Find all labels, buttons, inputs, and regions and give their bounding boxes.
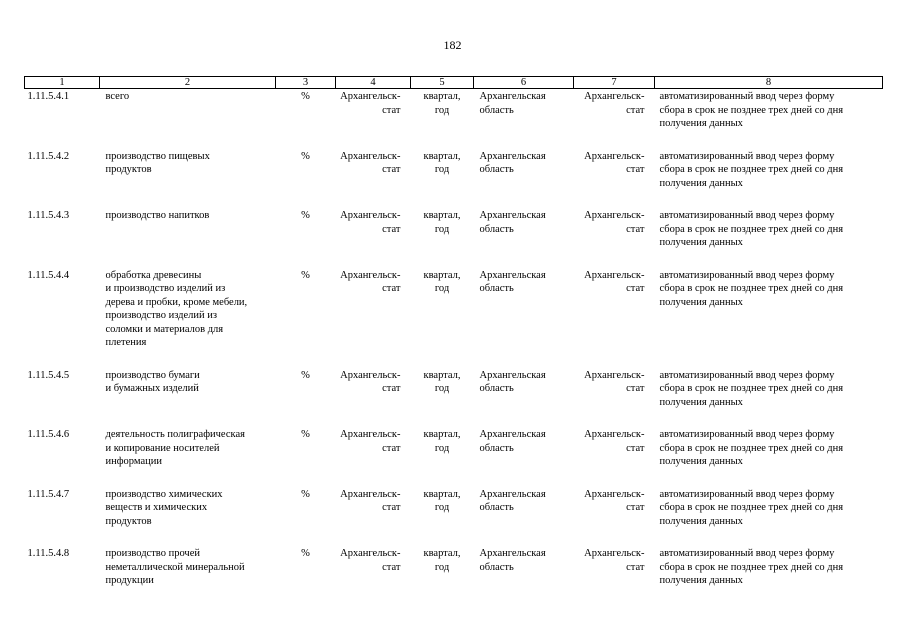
unit-cell: % bbox=[301, 429, 310, 440]
period-cell: квартал, год bbox=[423, 429, 461, 454]
indicator-code: 1.11.5.4.4 bbox=[27, 269, 70, 281]
unit-cell: % bbox=[301, 369, 310, 381]
indicator-code: 1.11.5.4.2 bbox=[27, 150, 70, 162]
table-row bbox=[25, 269, 883, 369]
territory-cell: Архангельская область bbox=[479, 91, 546, 116]
table-row bbox=[25, 488, 883, 548]
indicator-name: производство пищевых продуктов bbox=[105, 150, 210, 175]
column-header: 3 bbox=[276, 77, 336, 89]
column-header: 4 bbox=[336, 77, 411, 89]
responsible-cell: Архангельск- стат bbox=[584, 210, 645, 235]
table-row bbox=[25, 428, 883, 488]
indicator-name: производство прочей неметаллической минеральной продукции bbox=[105, 548, 245, 586]
table-row bbox=[25, 547, 883, 607]
unit-cell: % bbox=[301, 269, 310, 281]
period-cell: квартал, год bbox=[423, 269, 461, 294]
unit-cell: % bbox=[301, 150, 310, 162]
unit-cell: % bbox=[301, 548, 310, 559]
method-cell: автоматизированный ввод через форму сбора в срок не позднее трех дней со дня получения данных bbox=[659, 91, 844, 129]
page-number: 182 bbox=[443, 38, 462, 52]
unit-cell: % bbox=[301, 210, 310, 221]
territory-cell: Архангельская область bbox=[479, 488, 546, 513]
period-cell: квартал, год bbox=[423, 91, 461, 116]
indicator-code: 1.11.5.4.1 bbox=[27, 91, 70, 102]
source-cell: Архангельск- стат bbox=[340, 91, 401, 116]
source-cell: Архангельск- стат bbox=[340, 150, 401, 175]
column-header: 8 bbox=[655, 77, 883, 89]
period-cell: квартал, год bbox=[423, 150, 461, 175]
method-cell: автоматизированный ввод через форму сбора в срок не позднее трех дней со дня получения данных bbox=[659, 488, 844, 527]
territory-cell: Архангельская область bbox=[479, 150, 546, 175]
source-cell: Архангельск- стат bbox=[340, 269, 401, 294]
responsible-cell: Архангельск- стат bbox=[584, 269, 645, 294]
method-cell: автоматизированный ввод через форму сбора в срок не позднее трех дней со дня получения данных bbox=[659, 269, 844, 308]
method-cell: автоматизированный ввод через форму сбора в срок не позднее трех дней со дня получения данных bbox=[659, 429, 844, 467]
indicator-name: обработка древесины и производство изделий из дерева и пробки, кроме мебели, производство изделий из соломки и материалов для плетения bbox=[105, 269, 248, 348]
indicator-name: производство бумаги и бумажных изделий bbox=[105, 369, 200, 394]
method-cell: автоматизированный ввод через форму сбора в срок не позднее трех дней со дня получения данных bbox=[659, 210, 844, 248]
unit-cell: % bbox=[301, 488, 310, 500]
indicator-code: 1.11.5.4.6 bbox=[27, 429, 70, 440]
column-header: 1 bbox=[25, 77, 100, 89]
method-cell: автоматизированный ввод через форму сбора в срок не позднее трех дней со дня получения данных bbox=[659, 369, 844, 408]
method-cell: автоматизированный ввод через форму сбора в срок не позднее трех дней со дня получения данных bbox=[659, 548, 844, 586]
territory-cell: Архангельская область bbox=[479, 369, 546, 394]
source-cell: Архангельск- стат bbox=[340, 488, 401, 513]
header-row bbox=[25, 77, 883, 89]
method-cell: автоматизированный ввод через форму сбора в срок не позднее трех дней со дня получения данных bbox=[659, 150, 844, 189]
column-header: 7 bbox=[574, 77, 655, 89]
table-row bbox=[25, 89, 883, 150]
indicator-table bbox=[24, 76, 883, 607]
unit-cell: % bbox=[301, 91, 310, 102]
territory-cell: Архангельская область bbox=[479, 429, 546, 454]
indicator-code: 1.11.5.4.5 bbox=[27, 369, 70, 381]
indicator-name: всего bbox=[105, 91, 130, 102]
column-header: 6 bbox=[474, 77, 574, 89]
source-cell: Архангельск- стат bbox=[340, 369, 401, 394]
period-cell: квартал, год bbox=[423, 369, 461, 394]
column-header: 5 bbox=[411, 77, 474, 89]
indicator-name: производство химических веществ и химических продуктов bbox=[105, 488, 223, 527]
responsible-cell: Архангельск- стат bbox=[584, 488, 645, 513]
territory-cell: Архангельская область bbox=[479, 548, 546, 573]
column-header: 2 bbox=[100, 77, 276, 89]
responsible-cell: Архангельск- стат bbox=[584, 548, 645, 573]
period-cell: квартал, год bbox=[423, 488, 461, 513]
indicator-code: 1.11.5.4.8 bbox=[27, 548, 70, 559]
responsible-cell: Архангельск- стат bbox=[584, 369, 645, 394]
period-cell: квартал, год bbox=[423, 548, 461, 573]
indicator-name: производство напитков bbox=[105, 210, 210, 221]
indicator-code: 1.11.5.4.3 bbox=[27, 210, 70, 221]
responsible-cell: Архангельск- стат bbox=[584, 150, 645, 175]
source-cell: Архангельск- стат bbox=[340, 548, 401, 573]
indicator-name: деятельность полиграфическая и копирование носителей информации bbox=[105, 429, 245, 467]
table-row bbox=[25, 209, 883, 269]
period-cell: квартал, год bbox=[423, 210, 461, 235]
source-cell: Архангельск- стат bbox=[340, 210, 401, 235]
territory-cell: Архангельская область bbox=[479, 269, 546, 294]
source-cell: Архангельск- стат bbox=[340, 429, 401, 454]
territory-cell: Архангельская область bbox=[479, 210, 546, 235]
table-row bbox=[25, 150, 883, 210]
responsible-cell: Архангельск- стат bbox=[584, 91, 645, 116]
indicator-code: 1.11.5.4.7 bbox=[27, 488, 70, 500]
table-row bbox=[25, 369, 883, 429]
responsible-cell: Архангельск- стат bbox=[584, 429, 645, 454]
